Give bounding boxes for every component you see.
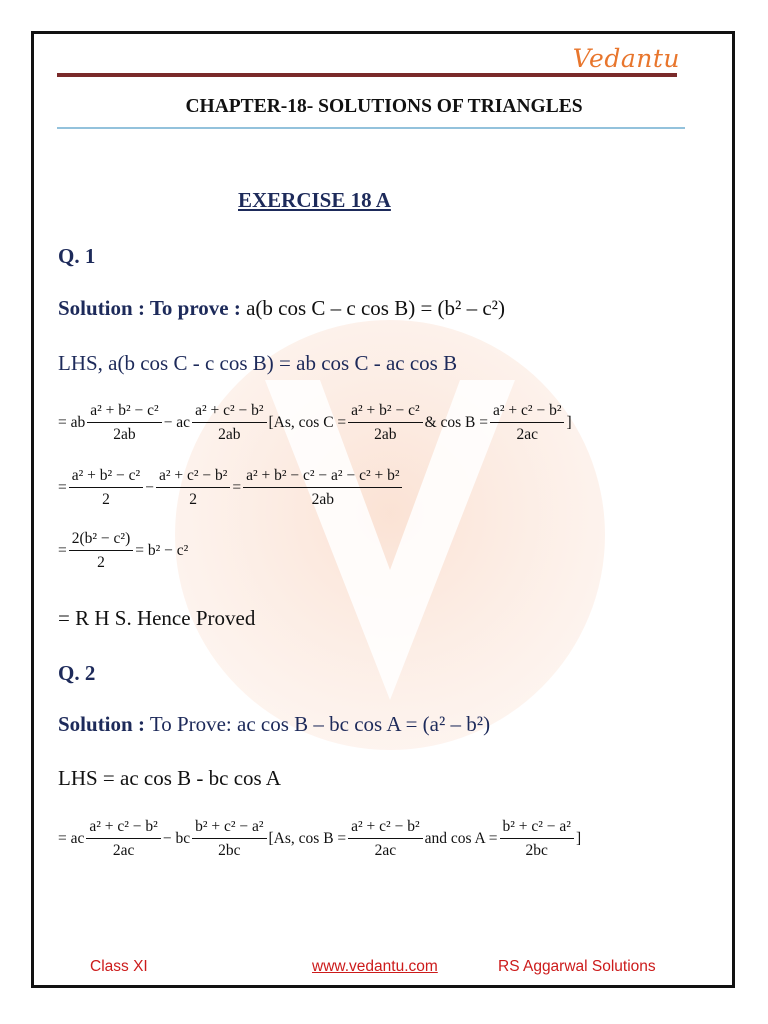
- fraction: [243, 467, 402, 509]
- numerator: a² + c² − b²: [192, 402, 266, 423]
- footer-series-label: RS Aggarwal Solutions: [498, 958, 656, 975]
- denominator: 2ab: [311, 491, 334, 508]
- fraction: [490, 402, 564, 444]
- q1-conclusion: = R H S. Hence Proved: [58, 606, 256, 630]
- q1-lhs-line: LHS, a(b cos C - c cos B) = ab cos C - ac cos B: [58, 351, 458, 375]
- q1-solution-line: [58, 296, 505, 321]
- footer-class-label: Class XI: [90, 958, 148, 975]
- title-underline: [57, 127, 685, 129]
- math-text: = b² − c²: [135, 542, 189, 559]
- q2-solution-line: [58, 712, 490, 737]
- numerator: b² + c² − a²: [500, 818, 574, 839]
- header-rule: [57, 73, 677, 77]
- denominator: 2ab: [218, 426, 241, 443]
- fraction: [86, 818, 160, 860]
- footer-website-wrap: [312, 958, 438, 976]
- footer-website-link[interactable]: www.vedantu.com: [312, 958, 438, 975]
- q1-statement: a(b cos C – c cos B) = (b² – c²): [246, 296, 505, 320]
- math-text: & cos B =: [424, 414, 489, 431]
- chapter-title: CHAPTER-18- SOLUTIONS OF TRIANGLES: [185, 96, 583, 117]
- math-text: ]: [575, 830, 582, 847]
- denominator: 2ac: [516, 426, 538, 443]
- math-text: =: [58, 479, 67, 496]
- vedantu-logo: Vedantu: [572, 44, 680, 73]
- fraction: [500, 818, 574, 860]
- numerator: a² + c² − b²: [156, 467, 230, 488]
- denominator: 2bc: [525, 842, 548, 859]
- numerator: a² + c² − b²: [490, 402, 564, 423]
- denominator: 2ac: [374, 842, 397, 859]
- q1-step2: [58, 467, 404, 509]
- q2-solution-label: Solution :: [58, 712, 145, 736]
- q1-step3: [58, 530, 188, 572]
- math-text: = ac: [58, 830, 85, 847]
- denominator: 2ab: [374, 426, 397, 443]
- fraction: [192, 402, 266, 444]
- denominator: 2: [189, 491, 198, 508]
- fraction: [348, 818, 422, 860]
- math-text: and cos A =: [424, 830, 498, 847]
- numerator: a² + b² − c² − a² − c² + b²: [243, 467, 402, 488]
- numerator: 2(b² − c²): [69, 530, 134, 551]
- fraction: [192, 818, 266, 860]
- numerator: a² + b² − c²: [69, 467, 143, 488]
- denominator: 2: [97, 554, 105, 571]
- fraction: [87, 402, 161, 444]
- denominator: 2bc: [218, 842, 241, 859]
- fraction: [156, 467, 230, 509]
- q1-heading: Q. 1: [58, 244, 96, 268]
- numerator: b² + c² − a²: [192, 818, 266, 839]
- math-text: − ac: [163, 414, 191, 431]
- math-text: =: [58, 542, 67, 559]
- denominator: 2: [102, 491, 110, 508]
- math-text: =: [232, 479, 242, 496]
- q2-lhs-line: LHS = ac cos B - bc cos A: [58, 766, 281, 790]
- numerator: a² + c² − b²: [86, 818, 160, 839]
- math-text: [As, cos B =: [268, 830, 347, 847]
- denominator: 2ab: [113, 426, 136, 443]
- q2-step1: [58, 818, 581, 860]
- fraction: [69, 530, 134, 572]
- math-text: ]: [566, 414, 572, 431]
- vedantu-watermark-icon: [155, 320, 625, 760]
- fraction: [348, 402, 422, 444]
- math-text: − bc: [162, 830, 191, 847]
- exercise-title: EXERCISE 18 A: [238, 188, 391, 212]
- q1-solution-label: Solution : To prove :: [58, 296, 241, 320]
- math-text: [As, cos C =: [268, 414, 347, 431]
- q2-heading: Q. 2: [58, 661, 96, 685]
- math-text: −: [145, 479, 154, 496]
- numerator: a² + b² − c²: [348, 402, 422, 423]
- q1-step1: [58, 402, 572, 444]
- denominator: 2ac: [112, 842, 135, 859]
- math-text: = ab: [58, 414, 86, 431]
- numerator: a² + c² − b²: [348, 818, 422, 839]
- numerator: a² + b² − c²: [87, 402, 161, 423]
- q2-statement: To Prove: ac cos B – bc cos A = (a² – b²): [149, 712, 491, 736]
- fraction: [69, 467, 143, 509]
